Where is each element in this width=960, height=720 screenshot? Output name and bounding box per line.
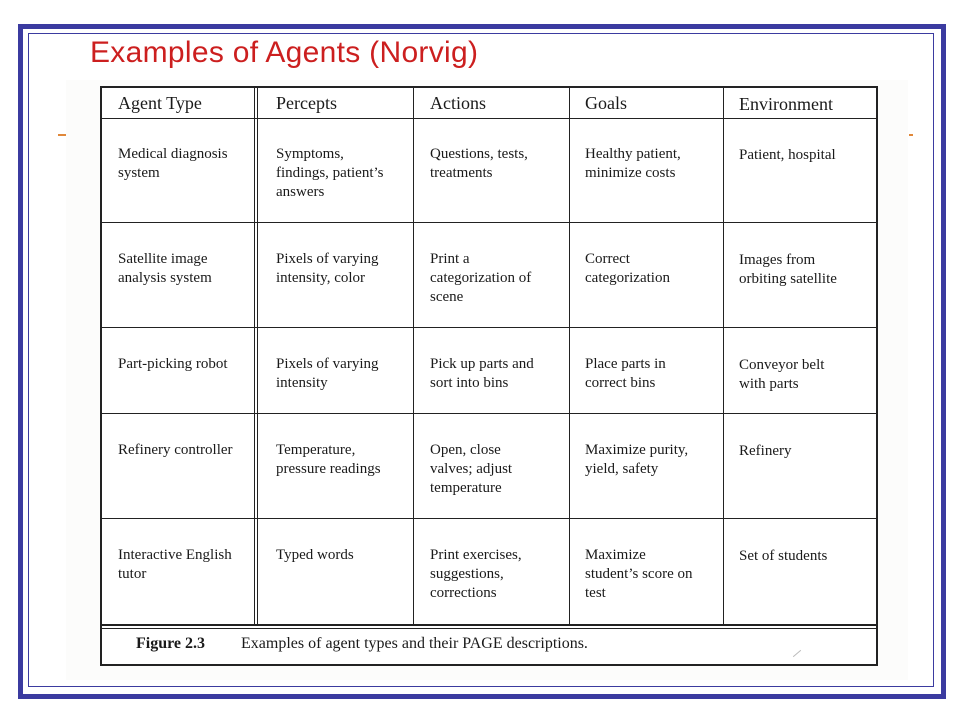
row-divider [102, 222, 876, 223]
row-divider [102, 518, 876, 519]
header-actions: Actions [430, 93, 486, 113]
table-cell: Images from orbiting satellite [739, 252, 837, 287]
table-cell: Healthy patient, minimize costs [585, 146, 681, 181]
table-cell: Set of students [739, 548, 828, 564]
column-divider [569, 88, 570, 624]
table-cell: Symptoms, findings, patient’s answers [276, 146, 384, 200]
scan-mark [793, 650, 801, 657]
table-cell: Temperature, pressure readings [276, 442, 381, 477]
table-cell: Maximize student’s score on test [585, 547, 693, 601]
row-divider [102, 628, 876, 629]
table-cell: Pixels of varying intensity [276, 356, 379, 391]
table-cell: Correct categorization [585, 251, 670, 286]
row-divider [102, 118, 876, 119]
table-cell: Interactive English tutor [118, 547, 232, 582]
table-cell: Conveyor belt with parts [739, 357, 825, 392]
table-cell: Place parts in correct bins [585, 356, 666, 391]
table-cell: Patient, hospital [739, 147, 836, 163]
header-agent-type: Agent Type [118, 93, 202, 113]
column-divider [413, 88, 414, 624]
table-cell: Print exercises, suggestions, corrections [430, 547, 522, 601]
table-cell: Satellite image analysis system [118, 251, 212, 286]
figure-caption-text: Examples of agent types and their PAGE descriptions. [241, 635, 588, 652]
header-environment: Environment [739, 94, 833, 114]
header-goals: Goals [585, 93, 627, 113]
table-cell: Refinery [739, 443, 792, 459]
slide-title: Examples of Agents (Norvig) [90, 36, 479, 69]
accent-line-right [909, 134, 913, 136]
table-cell: Open, close valves; adjust temperature [430, 442, 513, 496]
table-cell: Typed words [276, 547, 354, 563]
table-cell: Print a categorization of scene [430, 251, 532, 305]
figure-caption [136, 635, 588, 653]
column-divider [723, 88, 724, 624]
table-cell: Part-picking robot [118, 356, 228, 372]
agent-table [100, 86, 878, 666]
table-cell: Refinery controller [118, 442, 233, 458]
row-divider [102, 624, 876, 626]
figure-label: Figure 2.3 [136, 635, 206, 652]
table-cell: Questions, tests, treatments [430, 146, 528, 181]
table-cell: Pixels of varying intensity, color [276, 251, 379, 286]
table-cell: Pick up parts and sort into bins [430, 356, 534, 391]
row-divider [102, 327, 876, 328]
column-divider [254, 88, 258, 624]
row-divider [102, 413, 876, 414]
header-percepts: Percepts [276, 93, 337, 113]
table-cell: Maximize purity, yield, safety [585, 442, 689, 477]
table-cell: Medical diagnosis system [118, 146, 228, 181]
